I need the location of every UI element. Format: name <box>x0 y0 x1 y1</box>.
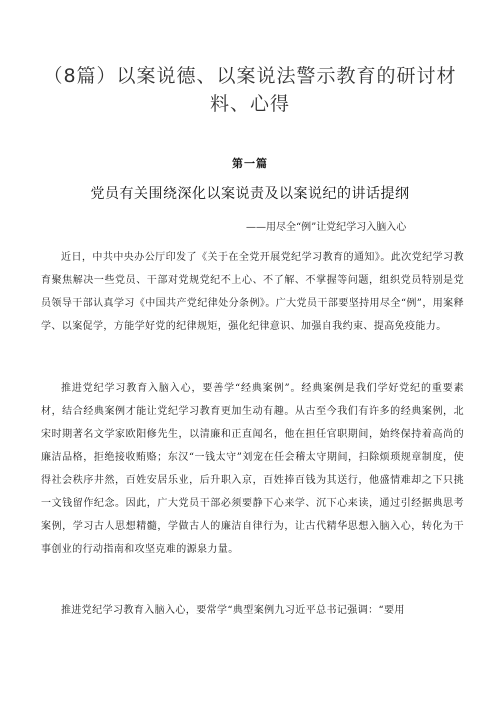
section-label: 第一篇 <box>232 157 268 170</box>
paragraph-1: 近日，中共中央办公厅印发了《关于在全党开展党纪学习教育的通知》。此次党纪学习教育聚焦解决一些党员、干部对党规党纪不上心、不了解、不掌握等问题，组织党员特别是党员领导干部认真学习《中国共产党纪律处分条例》。广大党员干部要坚持用尽全“例”，用案释学、以案促学，方能学好党的纪律规矩，强化纪律意识、加强自我约束、提高免疫能力。 <box>41 252 464 332</box>
paragraph-2: 推进党纪学习教育入脑入心，要善学“经典案例”。经典案例是我们学好党纪的重要素材，结合经典案例才能让党纪学习教育更加生动有趣。从古至今我们有许多的经典案例，北宋时期著名文学家欧阳修先生，以清廉和正直闻名，他在担任官职期间，始终保持着高尚的廉洁品格，拒绝接收贿赂；东汉“一钱太守”刘宠在任会稽太守期间，扫除烦琐规章制度，使得社会秩序井然，百姓安居乐业，后升职入京，百姓捧百钱为其送行，他盛情难却之下只挑一文钱留作纪念。因此，广大党员干部必须要静下心来学、沉下心来读，通过引经据典思考案例，学习古人思想精髓，学做古人的廉洁自律行为，让古代精华思想入脑入心，转化为干事创业的行动指南和攻坚克难的源泉力量。 <box>41 383 464 555</box>
speech-subtitle: ——用尽全“例”让党纪学习入脑入心 <box>246 222 407 233</box>
speech-title: 党员有关围绕深化以案说责及以案说纪的讲话提纲 <box>90 186 410 202</box>
paragraph-3: 推进党纪学习教育入脑入心，要常学“典型案例九习近平总书记强调：“要用 <box>61 605 405 616</box>
document-title: （8篇）以案说德、以案说法警示教育的研讨材料、心得 <box>43 65 457 115</box>
